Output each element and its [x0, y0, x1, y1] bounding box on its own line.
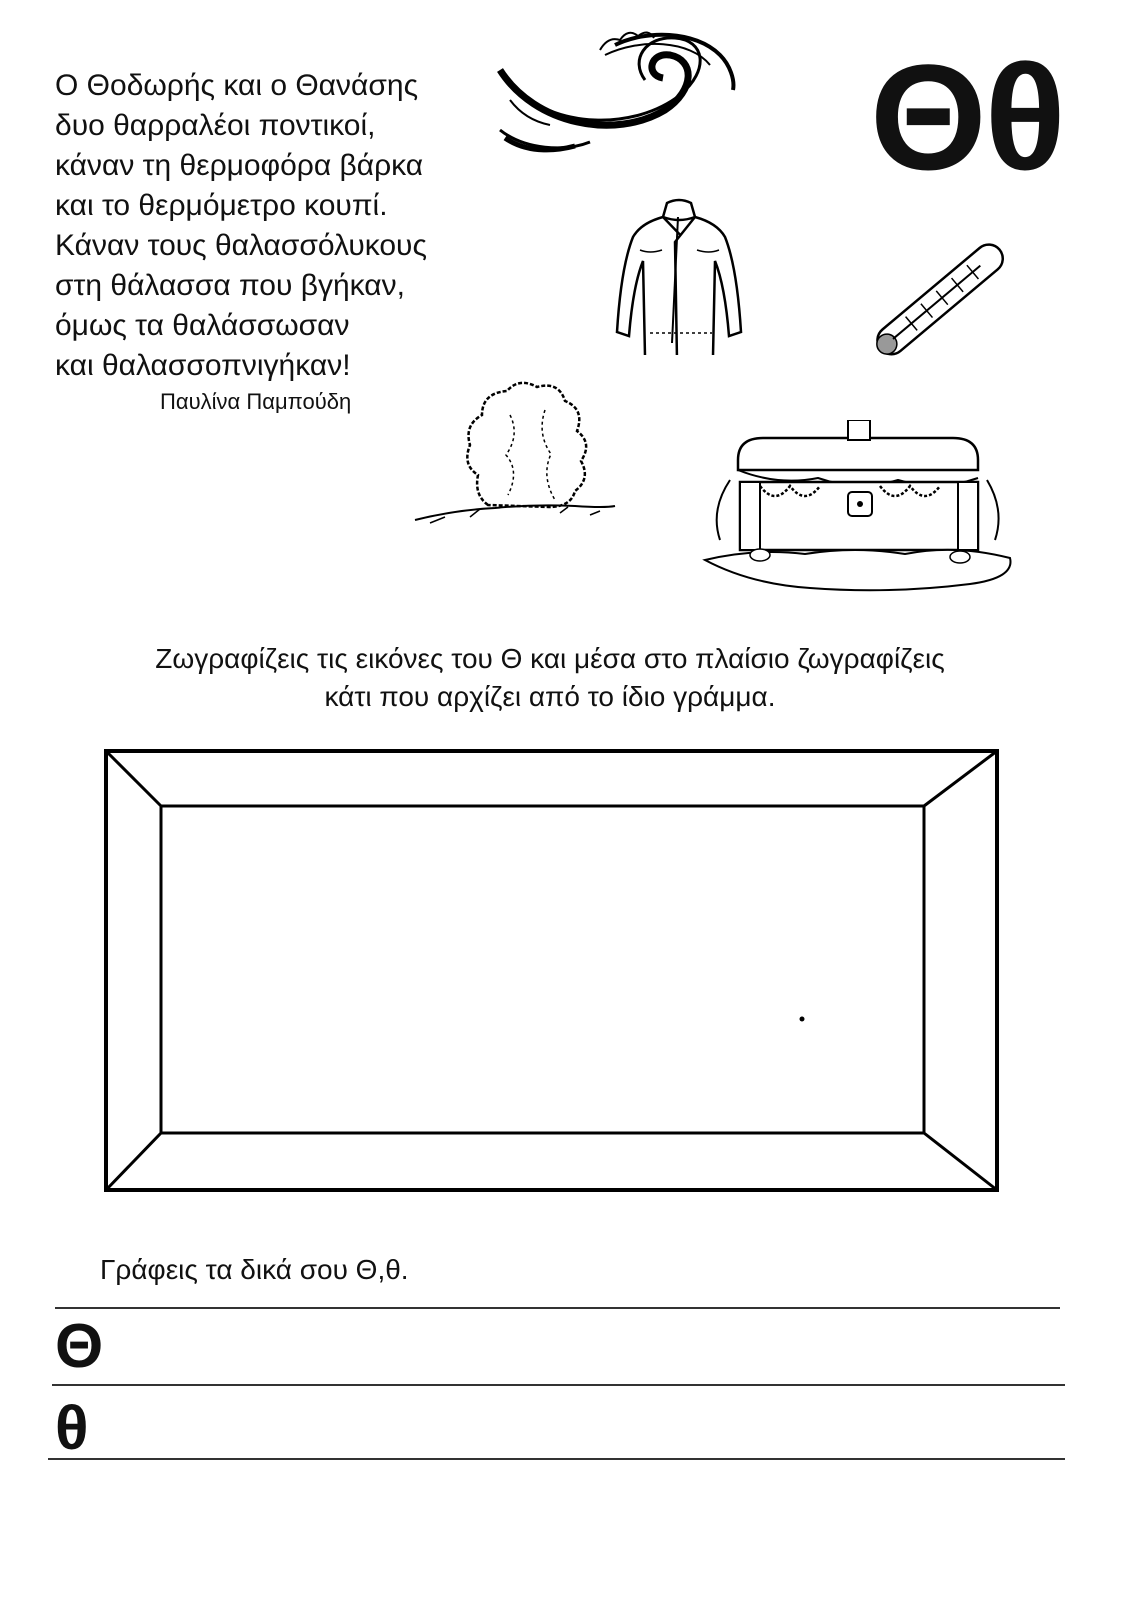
poem-line: και θαλασσοπνιγήκαν! [55, 349, 351, 382]
letter-heading [870, 33, 1064, 201]
practice-letter-upper: Θ [55, 1312, 104, 1381]
instruction-line: κάτι που αρχίζει από το ίδιο γράμμα. [324, 681, 776, 712]
poem-line: όμως τα θαλάσσωσαν [55, 309, 350, 342]
letter-lower: θ [984, 33, 1064, 201]
poem [55, 66, 427, 386]
letter-upper: Θ [870, 33, 985, 201]
writing-line[interactable] [52, 1384, 1065, 1386]
instruction-line: Ζωγραφίζεις τις εικόνες του Θ και μέσα στο πλαίσιο ζωγραφίζεις [155, 643, 945, 674]
thermometer-icon [835, 215, 1035, 395]
practice-letter-lower: θ [55, 1394, 89, 1463]
drawing-instruction [40, 640, 1060, 716]
poem-line: στη θάλασσα που βγήκαν, [55, 269, 405, 302]
poem-line: δυο θαρραλέοι ποντικοί, [55, 109, 376, 142]
poem-line: Ο Θοδωρής και ο Θανάσης [55, 69, 419, 102]
poem-author: Παυλίνα Παμπούδη [160, 389, 352, 414]
jacket-icon [612, 195, 747, 355]
poem-line: Κάναν τους θαλασσόλυκους [55, 229, 427, 262]
writing-line [55, 1307, 1060, 1309]
writing-line[interactable] [48, 1458, 1065, 1460]
wave-icon [495, 30, 740, 155]
poem-line: κάναν τη θερμοφόρα βάρκα [55, 149, 424, 182]
treasure-chest-icon [700, 420, 1015, 595]
bush-icon [410, 375, 625, 535]
drawing-frame[interactable] [104, 749, 999, 1192]
poem-line: και το θερμόμετρο κουπί. [55, 189, 388, 222]
writing-prompt: Γράφεις τα δικά σου Θ,θ. [100, 1254, 409, 1285]
